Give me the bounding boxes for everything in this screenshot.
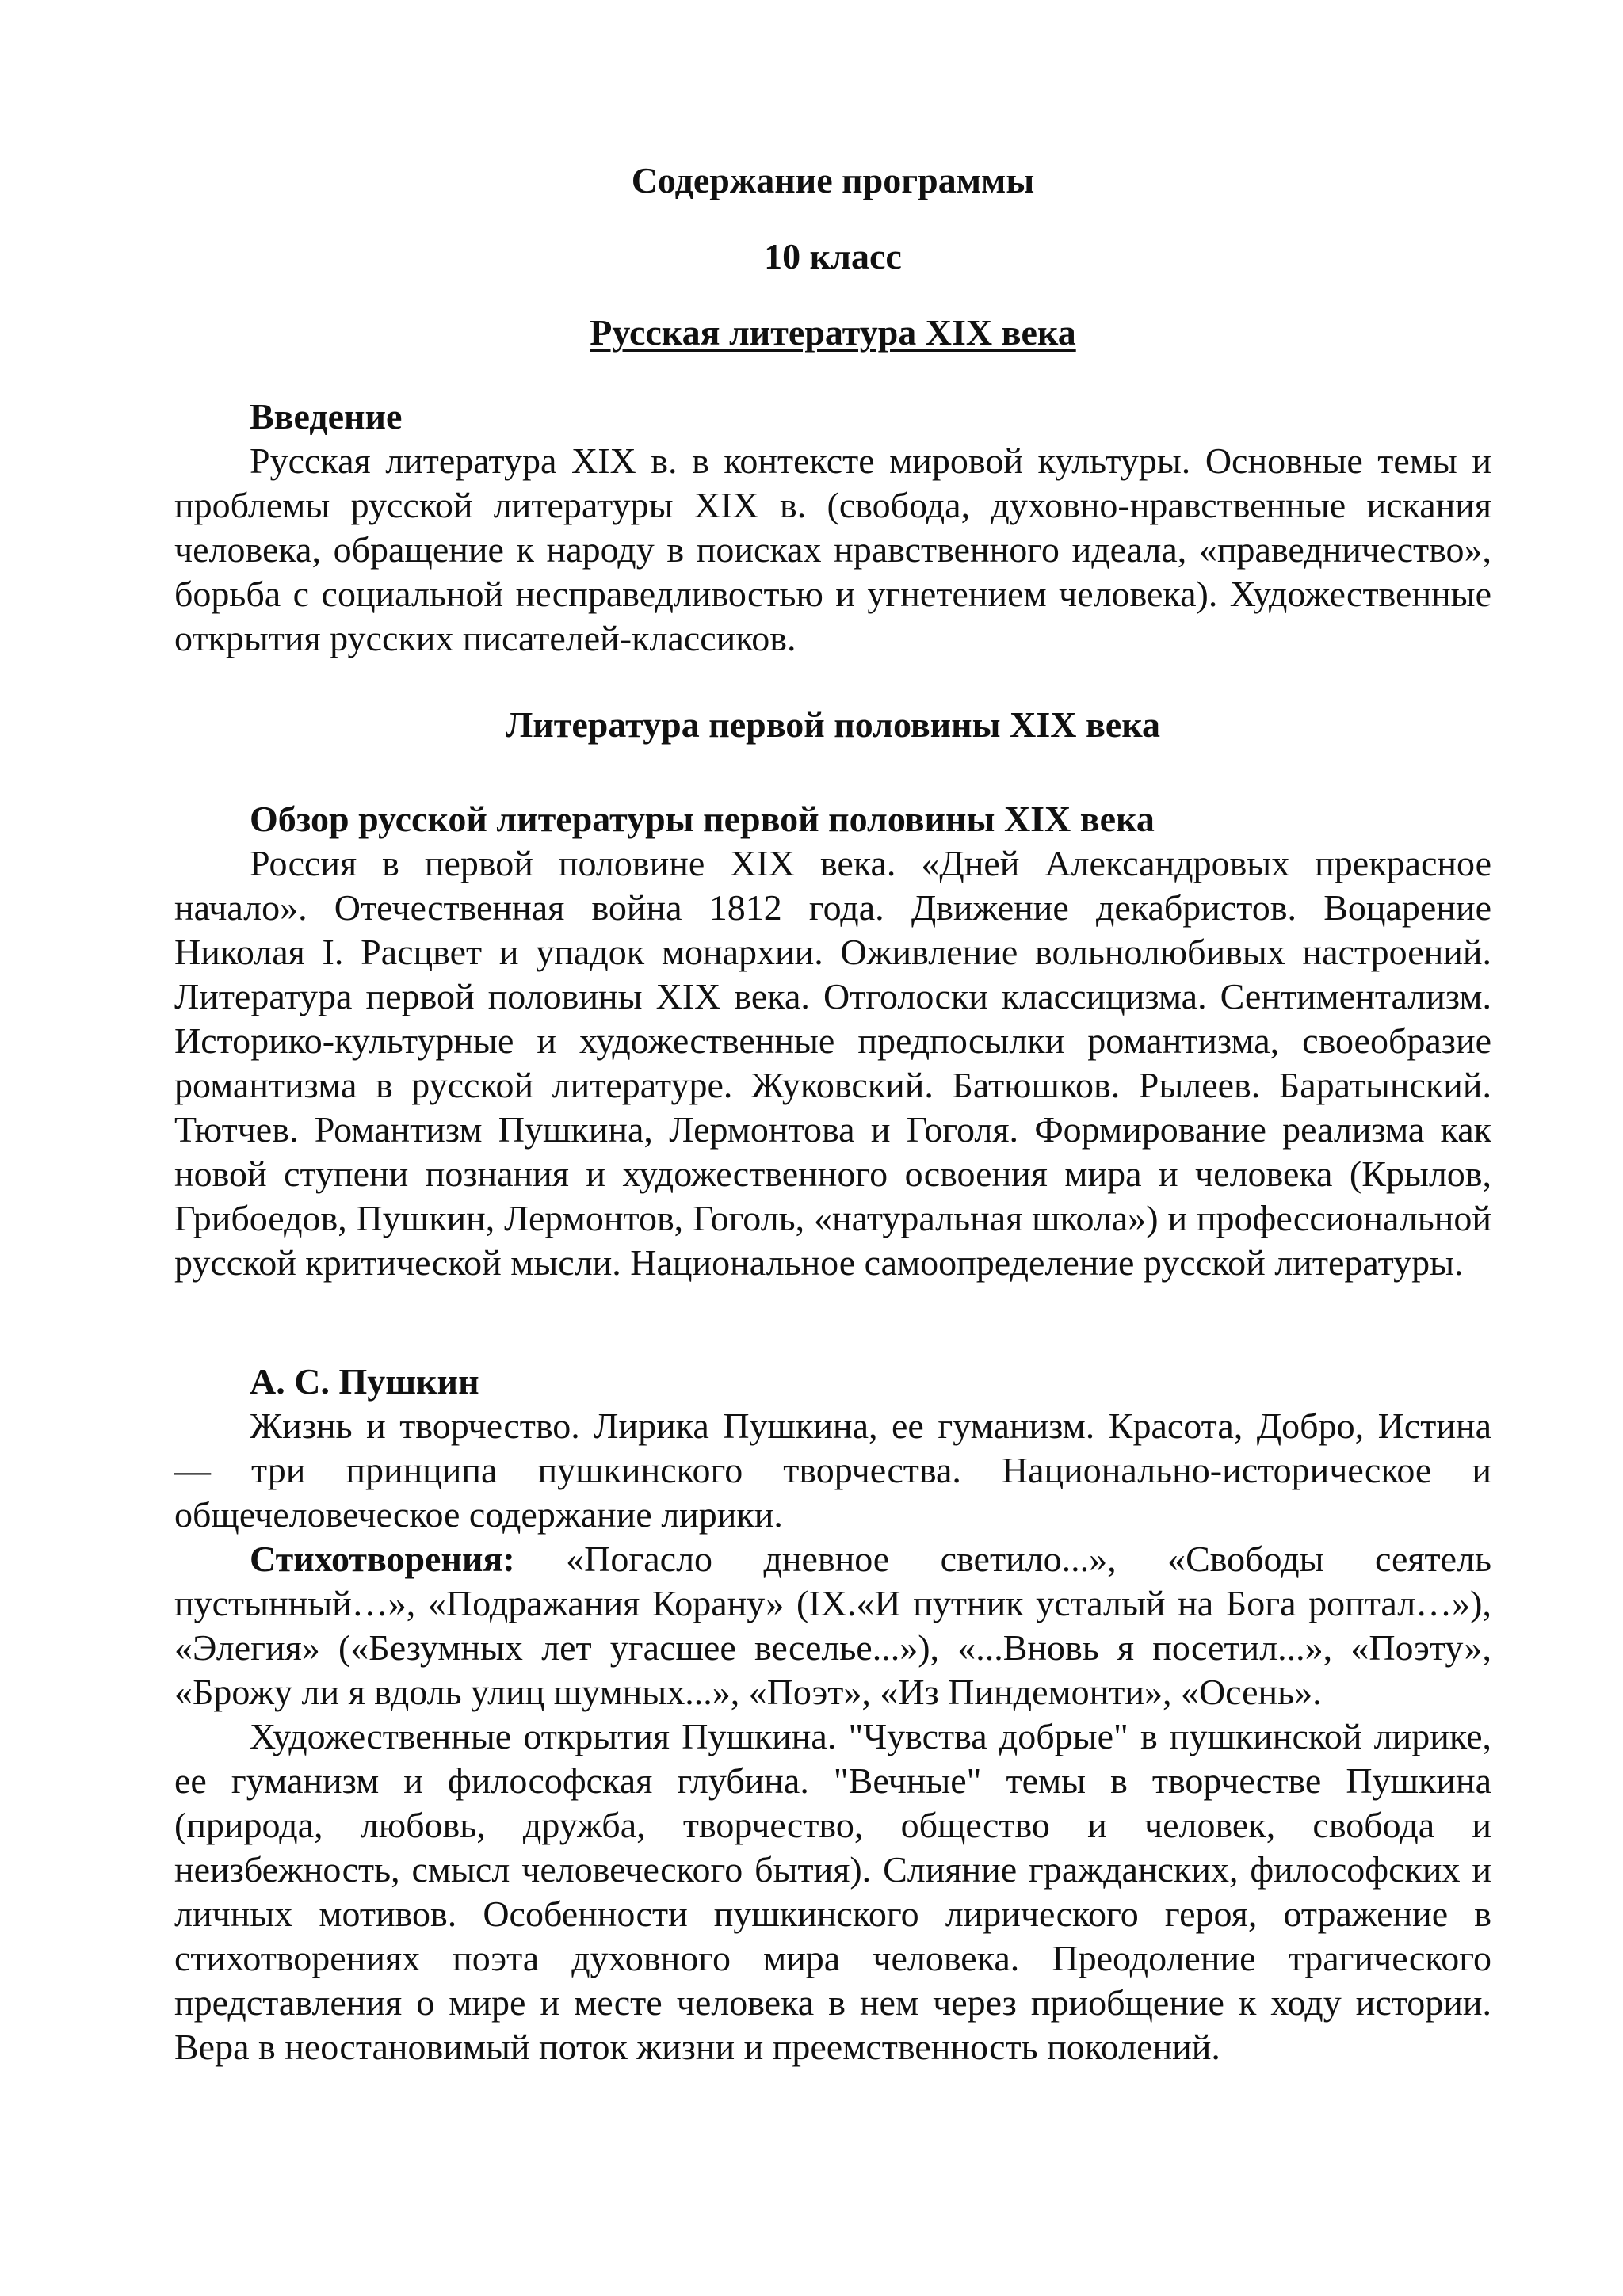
pushkin-para3: Художественные открытия Пушкина. "Чувства добрые" в пушкинской лирике, ее гуманизм и философская глубина. "Вечные" темы в творчестве Пушкина (природа, любовь, дружба, творчество, общество и человек, свобода и неизбежность, смысл человеческого бытия). Слияние гражданских, философских и личных мотивов. Особенности пушкинского лирического героя, отражение в стихотворениях поэта духовного мира человека. Преодоление трагического представления о мире и месте человека в нем через приобщение к ходу истории. Вера в неостановимый поток жизни и преемственность поколений. (174, 1716, 1491, 2067)
document-title: Содержание программы (631, 160, 1035, 200)
intro-heading: Введение (250, 396, 403, 437)
overview-heading: Обзор русской литературы первой половины XIX века (250, 799, 1155, 839)
intro-section (174, 395, 1491, 661)
poems-label: Стихотворения: (250, 1539, 515, 1579)
overview-text: Россия в первой половине XIX века. «Дней Александровых прекрасное начало». Отечественная война 1812 года. Движение декабристов. Воцарение Николая I. Расцвет и упадок монархии. Оживление вольнолюбивых настроений. Литература первой половины XIX века. Отголоски классицизма. Сентиментализм. Историко-культурные и художественные предпосылки романтизма, своеобразие романтизма в русской литературе. Жуковский. Батюшков. Рылеев. Баратынский. Тютчев. Романтизм Пушкина, Лермонтова и Гоголя. Формирование реализма как новой ступени познания и художественного освоения мира и человека (Крылов, Грибоедов, Пушкин, Лермонтов, Гоголь, «натуральная школа») и профессиональной русской критической мысли. Национальное самоопределение русской литературы. (174, 843, 1491, 1283)
pushkin-section (174, 1360, 1491, 2069)
pushkin-poems (174, 1537, 1491, 1714)
pushkin-para1: Жизнь и творчество. Лирика Пушкина, ее гуманизм. Красота, Добро, Истина — три принципа пушкинского творчества. Национально-историческое и общечеловеческое содержание лирики. (174, 1405, 1491, 1535)
section1-heading: Литература первой половины XIX века (505, 704, 1161, 745)
overview-section (174, 797, 1491, 1285)
poems-text: «Погасло дневное светило...», «Свободы сеятель пустынный…», «Подражания Корану» (IX.«И путник усталый на Бога роптал…»), «Элегия» («Безумных лет угасшее веселье...»), «...Вновь я посетил...», «Поэту», «Брожу ли я вдоль улиц шумных...», «Поэт», «Из Пиндемонти», «Осень». (174, 1539, 1491, 1712)
grade-label: 10 класс (764, 236, 902, 277)
pushkin-heading: А. С. Пушкин (250, 1361, 479, 1402)
subtitle-text: Русская литература XIX века (590, 312, 1076, 353)
intro-text: Русская литература XIX в. в контексте мировой культуры. Основные темы и проблемы русской литературы XIX в. (свобода, духовно-нравственные искания человека, обращение к народу в поисках нравственного идеала, «праведничество», борьба с социальной несправедливостью и угнетением человека). Художественные открытия русских писателей-классиков. (174, 441, 1491, 658)
subtitle (174, 311, 1491, 355)
